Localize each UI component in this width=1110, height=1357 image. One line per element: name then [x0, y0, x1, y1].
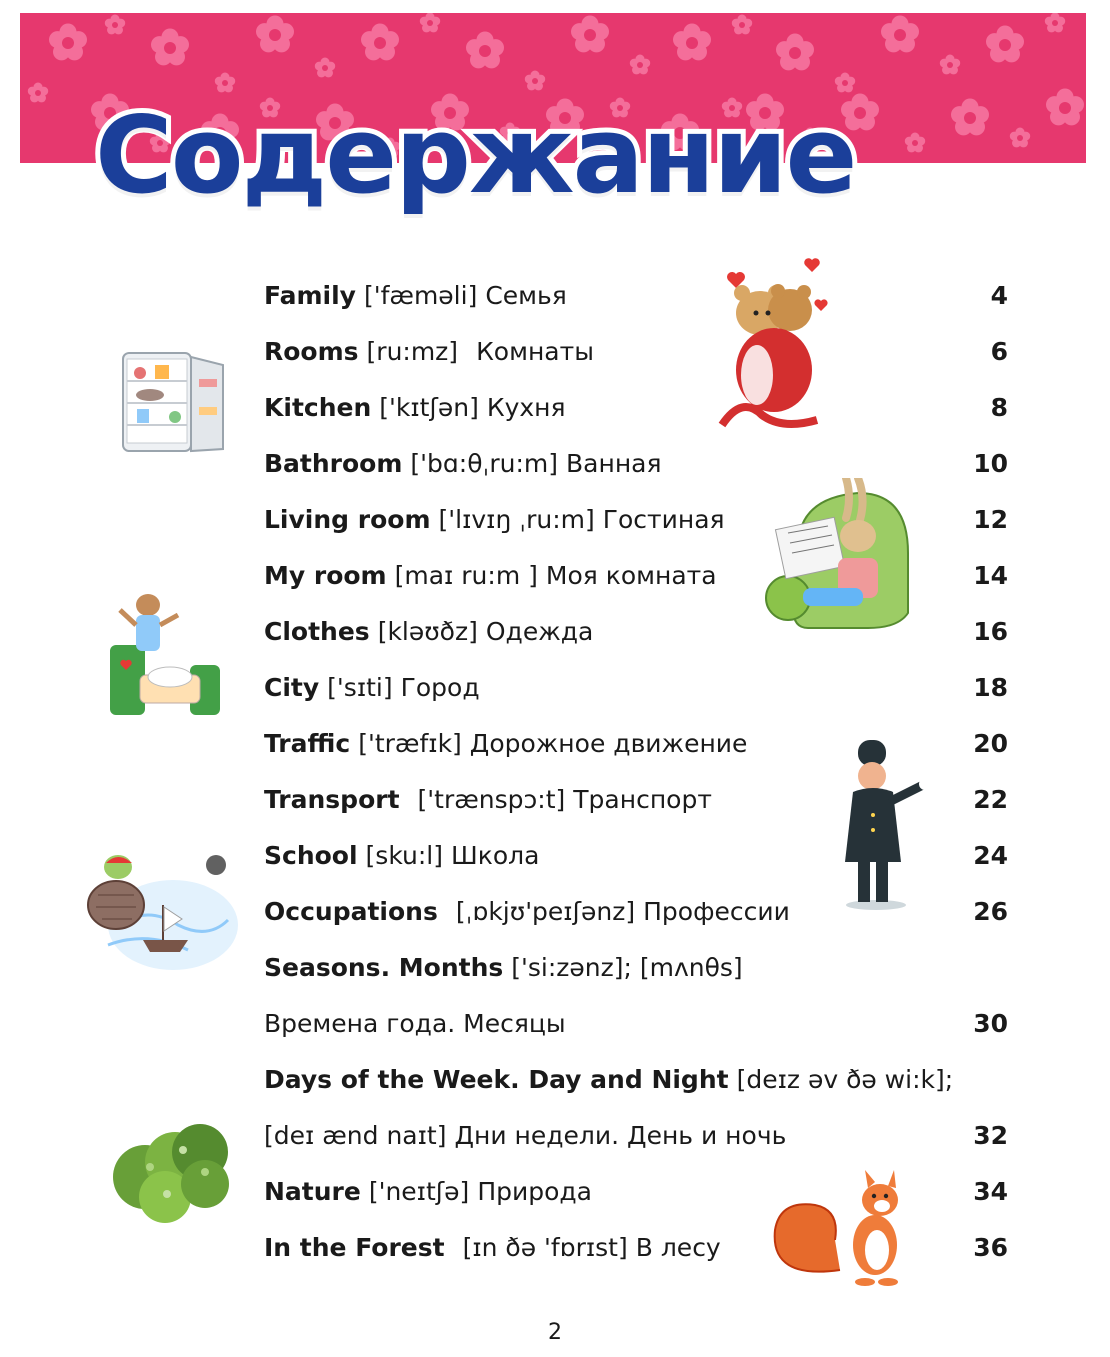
- rabbit-reading-newspaper-illustration: [758, 478, 918, 638]
- toc-transcription: [maɪ ru:m ]: [394, 560, 538, 590]
- turtle-with-ship-illustration: [78, 845, 243, 980]
- toc-transcription: ['træfɪk]: [358, 728, 462, 758]
- toc-title-en: Living room: [264, 504, 431, 534]
- toc-row[interactable]: [264, 995, 1008, 1051]
- toc-title-en: Traffic: [264, 728, 351, 758]
- toc-transcription: ['bɑ:θˌru:m]: [410, 448, 559, 478]
- toc-transcription: [sku:l]: [365, 840, 444, 870]
- toc-title-en: Seasons. Months: [264, 952, 504, 982]
- toc-title-en: Kitchen: [264, 392, 372, 422]
- toc-transcription: ['si:zənz]; [mʌnθs]: [511, 952, 743, 982]
- toc-title-en: My room: [264, 560, 387, 590]
- toc-transcription: ['sɪti]: [327, 672, 393, 702]
- bushes-illustration: [105, 1112, 235, 1227]
- page-number: 2: [548, 1320, 562, 1345]
- toc-title-ru: Времена года. Месяцы: [264, 1008, 566, 1038]
- toc-page-number: 34: [973, 1176, 1008, 1206]
- toc-title-en: Clothes: [264, 616, 370, 646]
- toc-transcription: [deɪ ænd naɪt]: [264, 1120, 447, 1150]
- toc-title-ru: Дни недели. День и ночь: [454, 1120, 787, 1150]
- toc-row[interactable]: [264, 659, 1008, 715]
- toc-transcription: [deɪz əv ðə wi:k];: [736, 1064, 954, 1094]
- bears-hugging-illustration: [712, 255, 832, 430]
- toc-row[interactable]: [264, 379, 1008, 435]
- toc-title-en: Occupations: [264, 896, 438, 926]
- toc-title-en: Days of the Week. Day and Night: [264, 1064, 729, 1094]
- toc-title-ru: Моя комната: [545, 560, 717, 590]
- toc-title-ru: Школа: [451, 840, 540, 870]
- toc-transcription: [ru:mz]: [366, 336, 459, 366]
- toc-transcription: ['neɪtʃə]: [368, 1176, 470, 1206]
- toc-page-number: 30: [973, 1008, 1008, 1038]
- toc-title-ru: В лесу: [635, 1232, 721, 1262]
- toc-title-ru: Профессии: [643, 896, 790, 926]
- toc-title-en: In the Forest: [264, 1232, 445, 1262]
- toc-page-number: 18: [973, 672, 1008, 702]
- toc-title-en: Bathroom: [264, 448, 403, 478]
- toc-page-number: 6: [990, 336, 1008, 366]
- toc-title-en: City: [264, 672, 320, 702]
- toc-page-number: 16: [973, 616, 1008, 646]
- toc-row[interactable]: [264, 1051, 1008, 1107]
- squirrel-illustration: [770, 1160, 920, 1290]
- toc-page-number: 32: [973, 1120, 1008, 1150]
- toc-title-ru: Гостиная: [602, 504, 725, 534]
- toc-transcription: [ˌɒkjʊ'peɪʃənz]: [455, 896, 636, 926]
- toc-page-number: 14: [973, 560, 1008, 590]
- page-title: Содержание: [95, 94, 856, 217]
- mouse-in-bed-illustration: [100, 585, 230, 720]
- toc-transcription: [kləʊðz]: [377, 616, 478, 646]
- toc-title-en: Transport: [264, 784, 400, 814]
- toc-title-ru: Ванная: [566, 448, 662, 478]
- policeman-illustration: [838, 740, 933, 910]
- toc-page-number: 24: [973, 840, 1008, 870]
- toc-transcription: ['lɪvɪŋ ˌru:m]: [438, 504, 595, 534]
- toc-row[interactable]: [264, 1107, 1008, 1163]
- toc-page-number: 12: [973, 504, 1008, 534]
- toc-title-ru: Природа: [477, 1176, 592, 1206]
- toc-page-number: 4: [990, 280, 1008, 310]
- toc-row[interactable]: [264, 939, 1008, 995]
- toc-page-number: 26: [973, 896, 1008, 926]
- toc-page-number: 10: [973, 448, 1008, 478]
- toc-title-en: Family: [264, 280, 356, 310]
- toc-page-number: 8: [990, 392, 1008, 422]
- toc-transcription: ['trænspɔ:t]: [417, 784, 566, 814]
- toc-transcription: ['kɪtʃən]: [379, 392, 479, 422]
- toc-title-en: Nature: [264, 1176, 361, 1206]
- toc-title-en: School: [264, 840, 358, 870]
- toc-row[interactable]: [264, 267, 1008, 323]
- toc-title-ru: Город: [400, 672, 480, 702]
- toc-page-number: 22: [973, 784, 1008, 814]
- toc-transcription: ['fæməli]: [363, 280, 478, 310]
- toc-page-number: 20: [973, 728, 1008, 758]
- toc-title-ru: Транспорт: [573, 784, 712, 814]
- toc-title-ru: Кухня: [486, 392, 566, 422]
- toc-title-ru: Комнаты: [476, 336, 594, 366]
- toc-title-ru: Семья: [485, 280, 567, 310]
- toc-title-ru: Дорожное движение: [469, 728, 748, 758]
- fridge-illustration: [115, 345, 230, 460]
- toc-transcription: [ɪn ðə 'fɒrɪst]: [462, 1232, 628, 1262]
- toc-row[interactable]: [264, 323, 1008, 379]
- toc-page-number: 36: [973, 1232, 1008, 1262]
- toc-title-ru: Одежда: [485, 616, 594, 646]
- toc-title-en: Rooms: [264, 336, 359, 366]
